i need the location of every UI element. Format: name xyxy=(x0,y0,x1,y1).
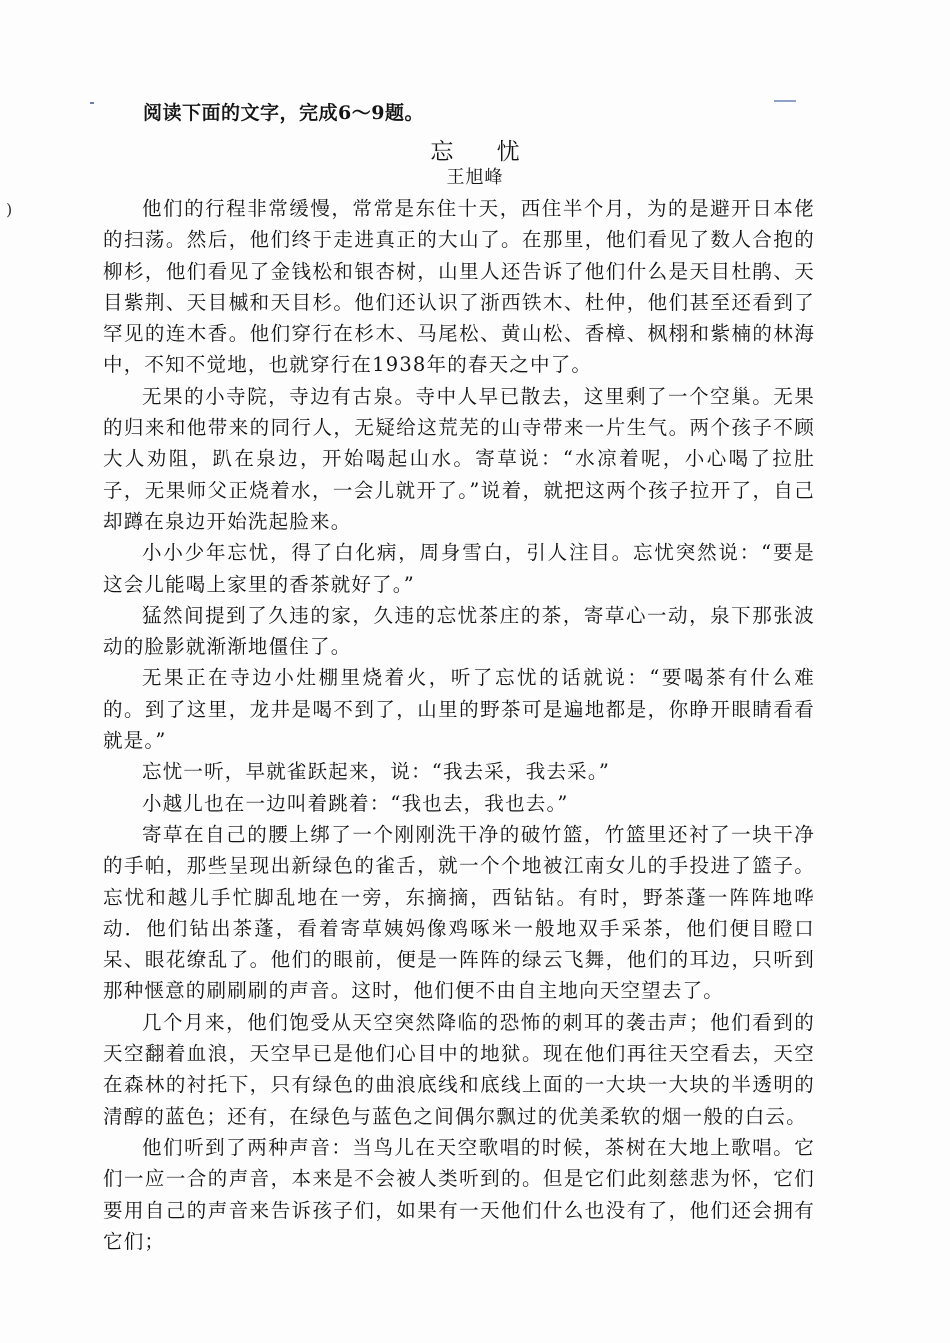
reading-instruction: 阅读下面的文字，完成6～9题。 xyxy=(143,102,424,124)
paragraph: 他们的行程非常缓慢，常常是东住十天，西住半个月，为的是避开日本佬的扫荡。然后，他们终于走进真正的大山了。在那里，他们看见了数人合抱的柳杉，他们看见了金钱松和银杏树，山里人还告诉了他们什么是天目杜鹃、天目紫荆、天目槭和天目杉。他们还认识了浙西铁木、杜仲，他们甚至还看到了罕见的连木香。他们穿行在杉木、马尾松、黄山松、香樟、枫栩和紫楠的林海中，不知不觉地，也就穿行在1938年的春天之中了。 xyxy=(103,197,815,377)
paragraph: 寄草在自己的腰上绑了一个刚刚洗干净的破竹篮，竹篮里还衬了一块干净的手帕，那些呈现出新绿色的雀舌，就一个个地被江南女儿的手投进了篮子。忘忧和越儿手忙脚乱地在一旁，东摘摘，西钻钻。有时，野茶蓬一阵阵地哗动．他们钻出茶蓬，看着寄草姨妈像鸡啄米一般地双手采茶，他们便目瞪口呆、眼花缭乱了。他们的眼前，便是一阵阵的绿云飞舞，他们的耳边，只听到那种惬意的刷刷刷的声音。这时，他们便不由自主地向天空望去了。 xyxy=(103,822,815,1003)
scan-mark xyxy=(774,100,796,102)
article-body xyxy=(103,193,815,1257)
article-author: 王旭峰 xyxy=(446,167,504,188)
scan-mark xyxy=(90,102,94,104)
paragraph: 几个月来，他们饱受从天空突然降临的恐怖的刺耳的袭击声；他们看到的天空翻着血浪，天空早已是他们心目中的地狱。现在他们再往天空看去，天空在森林的衬托下，只有绿色的曲浪底线和底线上面的一大块一大块的半透明的清醇的蓝色；还有，在绿色与蓝色之间偶尔飘过的优美柔软的烟一般的白云。 xyxy=(103,1010,815,1128)
paragraph: 他们听到了两种声音：当鸟儿在天空歌唱的时候，茶树在大地上歌唱。它们一应一合的声音，本来是不会被人类听到的。但是它们此刻慈悲为怀，它们要用自己的声音来告诉孩子们，如果有一天他们什么也没有了，他们还会拥有它们； xyxy=(103,1135,815,1253)
article-title: 忘 忧 xyxy=(430,139,538,165)
paragraph: 猛然间提到了久违的家，久违的忘忧茶庄的茶，寄草心一动，泉下那张波动的脸影就渐渐地僵住了。 xyxy=(103,603,815,659)
paragraph: 忘忧一听，早就雀跃起来，说：“我去采，我去采。” xyxy=(142,760,610,784)
margin-mark: ) xyxy=(6,200,13,219)
paragraph: 小越儿也在一边叫着跳着：“我也去，我也去。” xyxy=(142,791,569,815)
paragraph: 无果正在寺边小灶棚里烧着火，听了忘忧的话就说：“要喝茶有什么难的。到了这里，龙井是喝不到了，山里的野茶可是遍地都是，你睁开眼睛看看就是。” xyxy=(103,666,815,753)
paragraph: 小小少年忘忧，得了白化病，周身雪白，引人注目。忘忧突然说：“要是这会儿能喝上家里的香茶就好了。” xyxy=(103,541,815,596)
paragraph: 无果的小寺院，寺边有古泉。寺中人早已散去，这里剩了一个空巢。无果的归来和他带来的同行人，无疑给这荒芜的山寺带来一片生气。两个孩子不顾大人劝阻，趴在泉边，开始喝起山水。寄草说：“水凉着呢，小心喝了拉肚子，无果师父正烧着水，一会儿就开了。”说着，就把这两个孩子拉开了，自己却蹲在泉边开始洗起脸来。 xyxy=(103,384,815,533)
